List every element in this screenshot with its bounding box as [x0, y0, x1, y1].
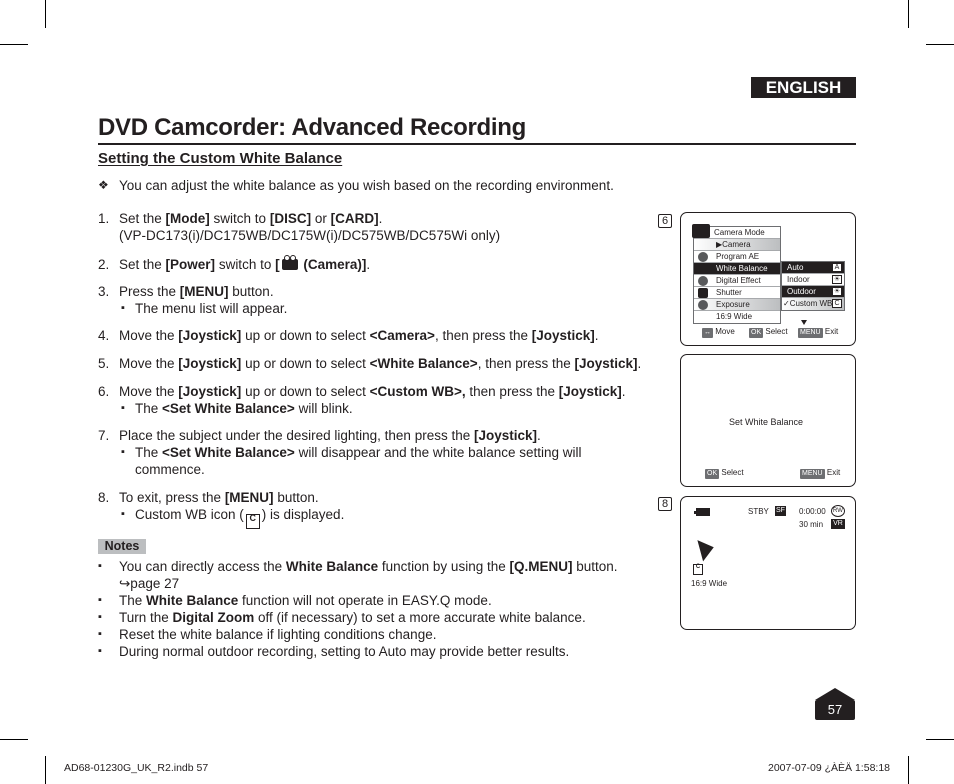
crop-mark [0, 739, 28, 740]
step-1: 1. Set the [Mode] switch to [DISC] or [CARD]. (VP-DC173(i)/DC175WB/DC175W(i)/DC575WB/DC575Wi only) [98, 210, 658, 244]
page-reference: ↪page 27 [119, 576, 180, 591]
diamond-bullet-icon: ❖ [98, 178, 109, 192]
figure-number: 6 [658, 214, 672, 228]
remaining-time: 30 min [799, 520, 824, 529]
step-8: 8. To exit, press the [MENU] button. ▪ Custom WB icon ( C ) is displayed. [98, 489, 658, 529]
note-item: ▪ During normal outdoor recording, setting to Auto may provide better results. [98, 643, 658, 660]
ok-key: OK [707, 470, 718, 477]
intro-text: You can adjust the white balance as you wish based on the recording environment. [119, 178, 614, 193]
page-number: 57 [815, 700, 855, 720]
menu-item: Program AE [694, 251, 780, 263]
step-number: 6. [98, 384, 110, 399]
figure-number: 8 [658, 497, 672, 511]
camera-mode-icon [692, 224, 710, 238]
camera-icon [698, 264, 708, 274]
quality-icon: SF [776, 507, 785, 514]
step-sub-item: ▪ The menu list will appear. [119, 300, 658, 317]
submenu-item-selected: Auto A [782, 262, 844, 274]
crop-mark [45, 0, 46, 28]
notes-label: Notes [98, 539, 146, 554]
crop-mark [0, 44, 28, 45]
standby-screen-panel [680, 496, 856, 630]
step-7: 7. Place the subject under the desired lighting, then press the [Joystick]. ▪ The <Set White Balance> will disappear and the white balance setting will commence. [98, 427, 618, 478]
menu-screen-panel [680, 212, 856, 346]
section-title: Setting the Custom White Balance [98, 150, 343, 167]
step-3: 3. Press the [MENU] button. ▪ The menu list will appear. [98, 283, 658, 317]
menu-key: MENU [800, 329, 821, 336]
language-tab: ENGLISH [751, 77, 856, 98]
menu-item: 16:9 Wide [716, 312, 753, 321]
slug-right: 2007-07-09 ¿ÀÈÄ 1:58:18 [768, 762, 891, 774]
battery-icon [696, 508, 710, 516]
white-balance-submenu [781, 261, 845, 311]
note-item: ▪ The White Balance function will not operate in EASY.Q mode. [98, 592, 658, 609]
note-item: ▪ Turn the Digital Zoom off (if necessary) to set a more accurate white balance. [98, 609, 658, 626]
step-4: 4. Move the [Joystick] up or down to select <Camera>, then press the [Joystick]. [98, 328, 599, 343]
step-number: 5. [98, 356, 110, 371]
custom-wb-icon: C [832, 299, 842, 308]
menu-item-selected: White Balance [694, 263, 780, 275]
screen-footer: OK Select MENU Exit [707, 468, 841, 477]
set-wb-screen-panel [680, 354, 856, 487]
crop-mark [45, 756, 46, 784]
step-number: 8. [98, 490, 110, 505]
menu-item: Digital Effect [694, 275, 780, 287]
note-item: ▪ You can directly access the White Balance function by using the [Q.MENU] button. ↪page 27 [98, 558, 658, 592]
submenu-item: Outdoor ☀ [782, 286, 844, 298]
model-list: (VP-DC173(i)/DC175WB/DC175W(i)/DC575WB/DC575Wi only) [119, 228, 501, 243]
custom-wb-icon: C [246, 514, 260, 529]
pointer-icon [697, 537, 716, 562]
folder-icon [698, 288, 708, 298]
record-icon [698, 276, 708, 286]
step-2: 2. Set the [Power] switch to [ (Camera)]. [98, 257, 371, 272]
notes-list [98, 558, 658, 660]
title-divider [98, 143, 856, 145]
menu-header: Camera Mode [694, 227, 780, 239]
page-number-tab [815, 688, 855, 700]
menu-key: MENU [802, 470, 823, 477]
set-white-balance-text: Set White Balance [729, 417, 804, 427]
menu-footer: ↔ Move OK Select MENU Exit [704, 327, 839, 336]
program-ae-icon [698, 252, 708, 262]
camera-menu [693, 226, 781, 324]
scroll-down-icon [801, 320, 807, 325]
menu-item: Exposure [694, 299, 780, 311]
intro-paragraph [98, 177, 638, 194]
menu-item: ▶Camera [694, 239, 780, 251]
slug-left: AD68-01230G_UK_R2.indb 57 [64, 762, 209, 774]
ok-key: OK [751, 329, 762, 336]
step-5: 5. Move the [Joystick] up or down to select <White Balance>, then press the [Joystick]. [98, 356, 642, 371]
gear-icon [698, 300, 708, 310]
joystick-key-icon: ↔ [704, 329, 711, 336]
outdoor-icon: ☀ [833, 288, 841, 295]
crop-mark [908, 756, 909, 784]
custom-wb-icon: C [693, 564, 703, 575]
disc-type-icon: RW [831, 505, 845, 517]
indoor-icon: ☀ [833, 276, 841, 283]
step-6: 6. Move the [Joystick] up or down to select <Custom WB>, then press the [Joystick]. ▪ The <Set White Balance> will blink. [98, 383, 658, 417]
crop-mark [908, 0, 909, 28]
menu-item: Shutter [694, 287, 780, 299]
page-title: DVD Camcorder: Advanced Recording [98, 114, 526, 141]
step-sub-item: ▪ Custom WB icon ( C ) is displayed. [119, 506, 658, 529]
step-number: 1. [98, 211, 110, 226]
crop-mark [926, 739, 954, 740]
wide-mode-text: 16:9 Wide [691, 579, 728, 588]
step-number: 4. [98, 328, 110, 343]
camera-icon [282, 259, 298, 270]
submenu-item: ✓Custom WB C [782, 298, 844, 310]
submenu-item: Indoor ☀ [782, 274, 844, 286]
step-sub-item: ▪ The <Set White Balance> will blink. [119, 400, 658, 417]
auto-wb-icon: A [832, 263, 842, 272]
step-number: 7. [98, 428, 110, 443]
step-number: 2. [98, 257, 110, 272]
vr-mode-icon: VR [831, 519, 845, 529]
standby-text: STBY [748, 507, 769, 516]
step-sub-item: ▪ The <Set White Balance> will disappear and the white balance setting will commence. [119, 444, 618, 478]
timecode: 0:00:00 [799, 507, 826, 516]
note-item: ▪ Reset the white balance if lighting conditions change. [98, 626, 658, 643]
crop-mark [926, 44, 954, 45]
step-number: 3. [98, 284, 110, 299]
